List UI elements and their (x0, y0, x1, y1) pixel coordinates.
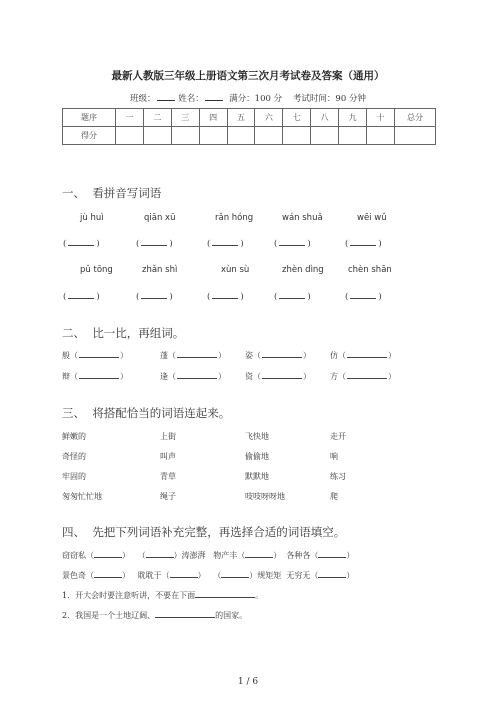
idiom-blank[interactable] (245, 550, 273, 558)
match-word[interactable]: 鲜嫩的 (62, 432, 86, 441)
sentence-blank[interactable] (195, 590, 255, 598)
answer-blank[interactable]: ( ) (345, 292, 382, 302)
section-number: 三、 (62, 406, 85, 420)
idiom-blank[interactable] (94, 570, 122, 578)
score-value-row (63, 127, 436, 145)
section-3-heading (62, 405, 230, 421)
idiom-blank[interactable] (146, 550, 174, 558)
sentence-2 (62, 610, 247, 621)
match-word[interactable]: 飞快地 (245, 432, 269, 441)
section-title: 先把下列词语补充完整，再选择合适的词语填空。 (92, 525, 346, 539)
pinyin: pǔ tōng (80, 265, 113, 275)
pinyin: qiān xū (144, 213, 176, 223)
idiom-text: 各种各 (286, 551, 311, 560)
score-cell[interactable] (339, 127, 367, 145)
match-word[interactable]: 走开 (330, 432, 346, 441)
answer-blank[interactable]: ( ) (136, 292, 173, 302)
score-head-cell: 九 (339, 109, 367, 127)
match-word[interactable]: 偷偷地 (245, 452, 269, 461)
idiom-text: 物产丰 (213, 551, 238, 560)
section-title: 比一比，再组词。 (92, 326, 185, 340)
class-label: 班级： (130, 94, 156, 104)
match-word[interactable]: 绳子 (160, 492, 176, 501)
page-number: 1 / 6 (237, 677, 259, 687)
score-cell[interactable] (311, 127, 339, 145)
compare-item[interactable]: 仿（ ） (330, 351, 396, 360)
idiom-blank[interactable] (94, 550, 122, 558)
score-head-cell: 十 (367, 109, 395, 127)
pinyin: chèn shān (348, 265, 392, 275)
sentence-text: 的国家。 (215, 611, 248, 620)
pinyin: jù huì (80, 213, 104, 223)
pinyin: rǎn hóng (215, 213, 254, 223)
section-2-heading (62, 325, 184, 341)
section-number: 一、 (62, 186, 85, 200)
answer-blank[interactable]: ( ) (274, 239, 311, 249)
score-head-cell: 题序 (63, 109, 116, 127)
section-1-heading (62, 185, 161, 201)
score-cell[interactable] (116, 127, 144, 145)
match-word[interactable]: 默默地 (245, 472, 269, 481)
match-word[interactable]: 练习 (330, 472, 346, 481)
section-title: 将搭配恰当的词语连起来。 (92, 406, 231, 420)
answer-blank[interactable]: ( ) (207, 292, 244, 302)
pinyin: xùn sù (221, 265, 250, 275)
idiom-blank[interactable] (170, 570, 198, 578)
sentence-text: 。 (255, 591, 264, 600)
sentence-text: 2．我国是一个土地辽阔、 (62, 611, 156, 620)
match-word[interactable]: 上街 (160, 432, 176, 441)
score-head-cell: 一 (116, 109, 144, 127)
compare-item[interactable]: 辩（ ） (62, 372, 128, 381)
full-score: 满分：100 分 (229, 94, 283, 104)
score-cell[interactable] (199, 127, 227, 145)
score-cell[interactable] (255, 127, 283, 145)
answer-blank[interactable]: ( ) (136, 239, 173, 249)
match-word[interactable]: 叫声 (160, 452, 176, 461)
idiom-text: 涛澎湃 (181, 551, 206, 560)
answer-blank[interactable]: ( ) (207, 239, 244, 249)
exam-time: 考试时间：90 分钟 (292, 94, 366, 104)
score-head-cell: 总分 (395, 109, 436, 127)
compare-item[interactable]: 资（ ） (245, 372, 311, 381)
answer-blank[interactable]: ( ) (274, 292, 311, 302)
name-blank (205, 100, 223, 101)
idiom-blank[interactable] (318, 550, 346, 558)
class-blank (157, 100, 175, 101)
score-head-cell: 四 (199, 109, 227, 127)
answer-blank[interactable]: ( ) (63, 239, 100, 249)
sentence-text: 1．开大会时要注意听讲，不要在下面 (62, 591, 196, 600)
idiom-blank[interactable] (221, 570, 249, 578)
compare-item[interactable]: 方（ ） (330, 372, 396, 381)
name-label: 姓名： (178, 94, 204, 104)
idiom-row-1: 窃窃私（ ） （ ）涛澎湃 物产丰（ ） 各种各（ ） (62, 551, 355, 560)
sentence-blank[interactable] (155, 610, 215, 618)
section-title: 看拼音写词语 (92, 186, 162, 200)
match-word[interactable]: 吱吱呀呀地 (245, 492, 285, 501)
compare-item[interactable]: 蓬（ ） (160, 351, 226, 360)
idiom-text: 无穷无 (286, 571, 311, 580)
score-table (62, 108, 436, 145)
match-word[interactable]: 奇怪的 (62, 452, 86, 461)
compare-item[interactable]: 逢（ ） (160, 372, 226, 381)
match-word[interactable]: 匆匆忙忙地 (62, 492, 102, 501)
exam-info (0, 92, 496, 104)
compare-item[interactable]: 姿（ ） (245, 351, 311, 360)
idiom-text: 景色奇 (62, 571, 86, 580)
score-head-cell: 二 (143, 109, 171, 127)
page-title: 最新人教版三年级上册语文第三次月考试卷及答案（通用） (111, 70, 385, 82)
pinyin: wēi wǔ (357, 213, 387, 223)
score-head-cell: 六 (255, 109, 283, 127)
match-word[interactable]: 牢固的 (62, 472, 86, 481)
score-head-cell: 八 (311, 109, 339, 127)
idiom-text: 耽耽于 (137, 571, 162, 580)
idiom-text: 规矩矩 (257, 571, 282, 580)
match-word[interactable]: 响 (330, 452, 338, 461)
match-word[interactable]: 青草 (160, 472, 176, 481)
score-cell[interactable] (227, 127, 255, 145)
score-cell[interactable] (143, 127, 171, 145)
idiom-text: 窃窃私 (62, 551, 86, 560)
section-4-heading (62, 524, 345, 540)
match-word[interactable]: 爬 (330, 492, 338, 501)
answer-blank[interactable]: ( ) (63, 292, 100, 302)
score-row-label: 得分 (63, 127, 116, 145)
idiom-blank[interactable] (318, 570, 346, 578)
sentence-1 (62, 590, 263, 601)
answer-blank[interactable]: ( ) (345, 239, 382, 249)
pinyin: zhǎn shì (142, 265, 178, 275)
pinyin: zhèn dìng (282, 265, 324, 275)
compare-item[interactable]: 般（ ） (62, 351, 128, 360)
section-number: 四、 (62, 525, 85, 539)
score-cell[interactable] (171, 127, 199, 145)
score-head-cell: 五 (227, 109, 255, 127)
pinyin: wán shuǎ (282, 213, 323, 223)
section-number: 二、 (62, 326, 85, 340)
score-header-row (63, 109, 436, 127)
score-head-cell: 七 (283, 109, 311, 127)
score-cell[interactable] (367, 127, 395, 145)
score-cell[interactable] (395, 127, 436, 145)
score-head-cell: 三 (171, 109, 199, 127)
score-cell[interactable] (283, 127, 311, 145)
idiom-row-2: 景色奇（ ） 耽耽于（ ） （ ）规矩矩 无穷无（ ） (62, 571, 355, 580)
